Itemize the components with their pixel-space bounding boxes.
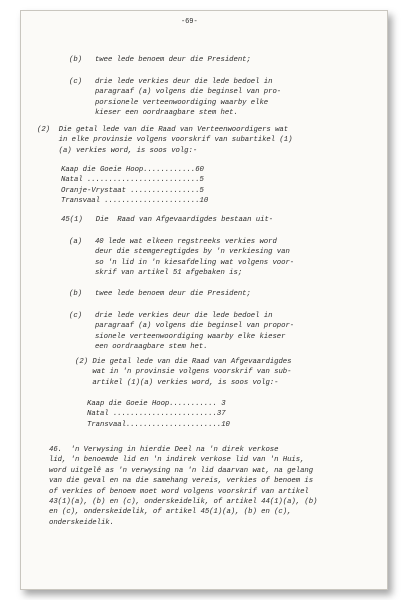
text-line: 43(1)(a), (b) en (c), onderskeidelik, of artikel 44(1)(a), (b)	[49, 498, 318, 507]
text-line: skrif van artikel 51 afgebaken is;	[69, 269, 243, 278]
text-line: (a) 40 lede wat elkeen regstreeks verkies word	[69, 238, 277, 246]
text-line: (2) Die getal lede van die Raad van Afgevaardigdes	[75, 358, 292, 366]
text-line: word uitgelê as 'n verwysing na 'n lid daarvan wat, na gelang	[49, 466, 314, 475]
text-line: Kaap die Goeie Hoop........... 3	[87, 400, 226, 408]
text-block-t1	[61, 165, 208, 207]
text-line: Transvaal ......................10	[61, 197, 209, 206]
text-line: van die geval en na die samehang vereis, verkies of benoem is	[49, 477, 314, 486]
text-block-p46	[49, 445, 317, 528]
text-line: (b) twee lede benoem deur die President;	[69, 56, 251, 64]
text-line: (c) drie lede verkies deur die lede bedoel in	[69, 312, 273, 320]
text-block-t2	[87, 399, 230, 430]
text-line: paragraaf (a) volgens die beginsel van propor-	[69, 322, 295, 331]
page-number: -69-	[181, 18, 198, 26]
text-line: 45(1) Die Raad van Afgevaardigdes bestaan uit-	[61, 216, 274, 224]
text-line: Natal ..........................5	[61, 176, 204, 185]
text-line: Natal ........................37	[87, 410, 226, 419]
text-line: Kaap die Goeie Hoop............60	[61, 166, 204, 174]
text-line: en (c), onderskeidelik, of artikel 45(1)(a), (b) en (c),	[49, 508, 292, 517]
text-line: of verkies of benoem moet word volgens voorskrif van artikel	[49, 487, 309, 496]
text-line: deur die stemgeregtigdes by 'n verkiesing van	[69, 248, 290, 257]
text-line: Oranje-Vrystaat ................5	[61, 186, 204, 195]
text-line: kieser een oordraagbare stem het.	[69, 109, 238, 118]
text-line: (2) Die getal lede van die Raad van Verteenwoordigers wat	[37, 126, 289, 134]
text-block-c1	[69, 77, 281, 119]
text-line: sionele verteenwoordiging waarby elke kieser	[69, 332, 286, 341]
text-line: in elke provinsie volgens voorskrif van subartikel (1)	[37, 136, 293, 145]
text-block-p3	[75, 357, 291, 388]
text-line: artikel (1)(a) verkies word, is soos volg:-	[75, 378, 279, 387]
text-line: onderskeidelik.	[49, 518, 114, 527]
document-page	[20, 10, 388, 590]
text-block-a2	[69, 237, 294, 279]
text-line: wat in 'n provinsie volgens voorskrif van sub-	[75, 368, 292, 377]
text-line: paragraaf (a) volgens die beginsel van pro-	[69, 88, 282, 97]
text-line: porsionele verteenwoordiging waarby elke	[69, 98, 269, 107]
text-line: (a) verkies word, is soos volg:-	[37, 146, 198, 155]
text-line: (b) twee lede benoem deur die President;	[69, 290, 251, 298]
text-block-p2	[37, 125, 292, 156]
text-line: Transvaal......................10	[87, 420, 230, 429]
text-line: (c) drie lede verkies deur die lede bedoel in	[69, 78, 273, 86]
text-block-a45	[61, 215, 273, 225]
text-line: lid, 'n benoemde lid en 'n indirek verkose lid van 'n Huis,	[49, 456, 305, 465]
text-line: so 'n lid in 'n kiesafdeling wat volgens voor-	[69, 258, 295, 267]
text-block-b1	[69, 55, 251, 65]
text-block-c2	[69, 311, 294, 353]
text-line: een oordraagbare stem het.	[69, 343, 208, 352]
text-line: 46. 'n Verwysing in hierdie Deel na 'n direk verkose	[49, 446, 279, 454]
text-block-b2	[69, 289, 251, 299]
